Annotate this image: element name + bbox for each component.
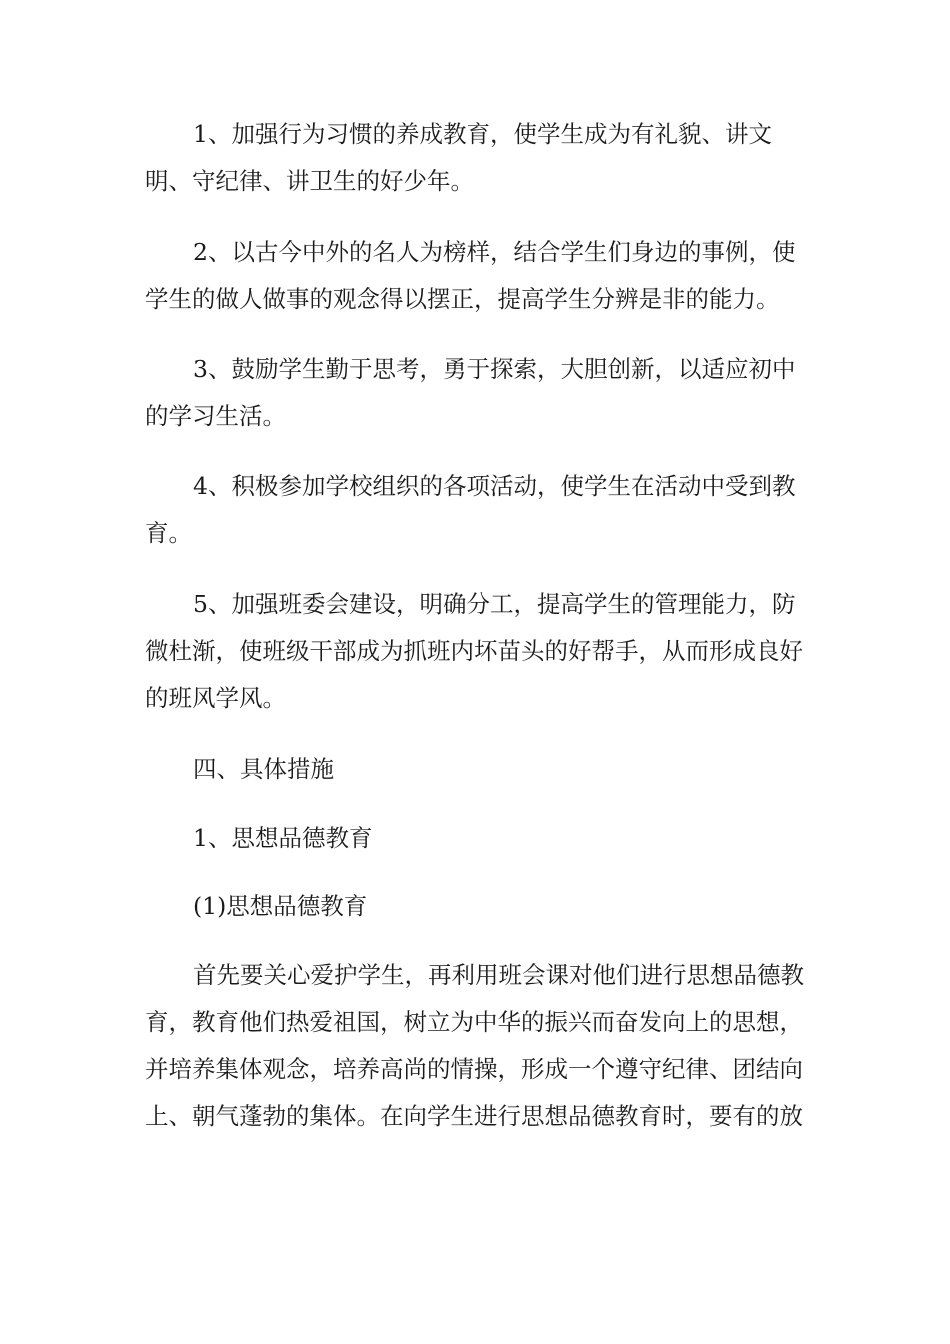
subheading-moral-education-1: (1)思想品德教育 — [193, 892, 368, 920]
subheading-moral-education: 1、思想品德教育 — [193, 824, 373, 852]
paragraph-goal-5: 5、加强班委会建设，明确分工，提高学生的管理能力，防微杜渐，使班级干部成为抓班内坏苗头的好帮手，从而形成良好的班风学风。 — [145, 590, 803, 712]
section-heading-measures: 四、具体措施 — [193, 755, 334, 783]
paragraph-goal-2: 2、以古今中外的名人为榜样，结合学生们身边的事例，使学生的做人做事的观念得以摆正，提高学生分辨是非的能力。 — [145, 238, 796, 313]
paragraph-goal-1: 1、加强行为习惯的养成教育，使学生成为有礼貌、讲文明、守纪律、讲卫生的好少年。 — [145, 120, 772, 195]
paragraph-goal-3: 3、鼓励学生勤于思考，勇于探索，大胆创新，以适应初中的学习生活。 — [145, 355, 796, 430]
paragraph-moral-education-body: 首先要关心爱护学生，再利用班会课对他们进行思想品德教育，教育他们热爱祖国，树立为中华的振兴而奋发向上的思想，并培养集体观念，培养高尚的情操，形成一个遵守纪律、团结向上、朝气蓬勃的集体。在向学生进行思想品德教育时，要有的放 — [145, 961, 804, 1130]
paragraph-goal-4: 4、积极参加学校组织的各项活动，使学生在活动中受到教育。 — [145, 472, 796, 547]
